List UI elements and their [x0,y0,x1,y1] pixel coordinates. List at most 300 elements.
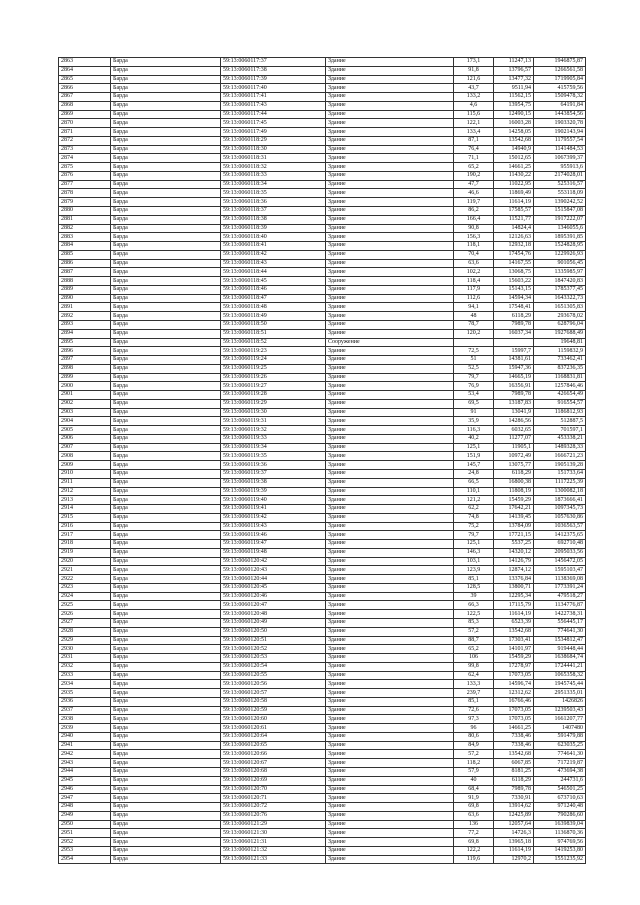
cadastral-cost-value: 1097345,73 [534,505,586,514]
settlement-name: Барда [111,697,221,706]
area-value: 133,4 [454,128,494,137]
row-number: 2954 [59,855,111,864]
table-row [59,671,586,680]
cadastral-cost-value: 692710,48 [534,540,586,549]
unit-rate-value: 13075,77 [494,461,534,470]
cadastral-number: 59:13:0060120:76 [221,811,326,820]
table-row [59,417,586,426]
unit-rate-value: 13914,62 [494,803,534,812]
area-value: 47,7 [454,180,494,189]
cadastral-cost-value: 1134776,87 [534,601,586,610]
cadastral-cost-value: 774641,30 [534,750,586,759]
object-type: Здание [326,794,454,803]
table-row [59,548,586,557]
area-value: 136 [454,820,494,829]
cadastral-number: 59:13:0060119:31 [221,417,326,426]
area-value: 72,5 [454,347,494,356]
area-value: 76,9 [454,382,494,391]
unit-rate-value: 17454,76 [494,250,534,259]
area-value: 69,8 [454,838,494,847]
area-value: 121,2 [454,496,494,505]
object-type: Здание [326,364,454,373]
row-number: 2871 [59,128,111,137]
cadastral-number: 59:13:0060119:30 [221,408,326,417]
object-type: Здание [326,671,454,680]
object-type: Здание [326,294,454,303]
table-row [59,84,586,93]
table-row [59,224,586,233]
cadastral-number: 59:13:0060120:61 [221,724,326,733]
table-row [59,487,586,496]
area-value: 4,6 [454,101,494,110]
table-row [59,154,586,163]
cadastral-cost-value: 1186812,93 [534,408,586,417]
settlement-name: Барда [111,434,221,443]
object-type: Здание [326,408,454,417]
object-type: Здание [326,732,454,741]
cadastral-number: 59:13:0060117:49 [221,128,326,137]
cadastral-cost-value: 1141484,53 [534,145,586,154]
area-value: 122,1 [454,119,494,128]
table-row [59,680,586,689]
area-value: 78,7 [454,320,494,329]
cadastral-number: 59:13:0060119:36 [221,461,326,470]
row-number: 2932 [59,662,111,671]
cadastral-cost-value: 837236,35 [534,364,586,373]
cadastral-number: 59:13:0060120:43 [221,566,326,575]
object-type: Здание [326,829,454,838]
table-row [59,58,586,67]
area-value: 75,2 [454,522,494,531]
cadastral-number: 59:13:0060120:46 [221,592,326,601]
object-type: Здание [326,610,454,619]
object-type: Здание [326,680,454,689]
cadastral-number: 59:13:0060118:37 [221,207,326,216]
row-number: 2917 [59,531,111,540]
table-row [59,145,586,154]
area-value: 57,2 [454,750,494,759]
object-type: Здание [326,312,454,321]
unit-rate-value: 17073,05 [494,671,534,680]
settlement-name: Барда [111,706,221,715]
object-type: Здание [326,171,454,180]
cadastral-number: 59:13:0060119:39 [221,487,326,496]
object-type: Здание [326,242,454,251]
area-value: 66,5 [454,478,494,487]
settlement-name: Барда [111,101,221,110]
cadastral-cost-value: 1773391,24 [534,583,586,592]
area-value: 76,4 [454,145,494,154]
unit-rate-value: 14101,97 [494,645,534,654]
area-value: 62,4 [454,671,494,680]
settlement-name: Барда [111,776,221,785]
table-row [59,320,586,329]
object-type: Здание [326,768,454,777]
unit-rate-value: 15603,22 [494,277,534,286]
row-number: 2931 [59,654,111,663]
area-value: 63,6 [454,259,494,268]
cadastral-number: 59:13:0060119:26 [221,373,326,382]
object-type: Здание [326,119,454,128]
area-value: 24,8 [454,469,494,478]
object-type: Здание [326,487,454,496]
table-row [59,654,586,663]
cadastral-number: 59:13:0060120:45 [221,583,326,592]
object-type: Здание [326,145,454,154]
row-number: 2885 [59,250,111,259]
cadastral-number: 59:13:0060119:28 [221,391,326,400]
row-number: 2897 [59,356,111,365]
settlement-name: Барда [111,426,221,435]
area-value: 40,2 [454,434,494,443]
cadastral-number: 59:13:0060119:33 [221,434,326,443]
settlement-name: Барда [111,505,221,514]
cadastral-number: 59:13:0060119:42 [221,513,326,522]
table-row [59,820,586,829]
table-row [59,242,586,251]
settlement-name: Барда [111,285,221,294]
cadastral-number: 59:13:0060118:38 [221,215,326,224]
cadastral-number: 59:13:0060120:44 [221,575,326,584]
area-value: 91 [454,408,494,417]
cadastral-number: 59:13:0060120:72 [221,803,326,812]
cadastral-cost-value: 2095033,56 [534,548,586,557]
object-type: Здание [326,785,454,794]
row-number: 2911 [59,478,111,487]
row-number: 2945 [59,776,111,785]
settlement-name: Барда [111,724,221,733]
settlement-name: Барда [111,93,221,102]
unit-rate-value: 11808,19 [494,487,534,496]
cadastral-number: 59:13:0060119:23 [221,347,326,356]
table-row [59,303,586,312]
area-value: 190,2 [454,171,494,180]
cadastral-number: 59:13:0060118:36 [221,198,326,207]
settlement-name: Барда [111,408,221,417]
cadastral-cost-value: 623035,25 [534,741,586,750]
row-number: 2896 [59,347,111,356]
object-type: Здание [326,575,454,584]
cadastral-number: 59:13:0060118:48 [221,303,326,312]
cadastral-cost-value: 1390242,52 [534,198,586,207]
settlement-name: Барда [111,803,221,812]
cadastral-cost-value: 1412375,65 [534,531,586,540]
row-number: 2923 [59,583,111,592]
row-number: 2891 [59,303,111,312]
cadastral-cost-value: 1534812,47 [534,636,586,645]
row-number: 2904 [59,417,111,426]
row-number: 2940 [59,732,111,741]
object-type: Здание [326,846,454,855]
row-number: 2933 [59,671,111,680]
area-value: 119,6 [454,855,494,864]
cadastral-number: 59:13:0060119:27 [221,382,326,391]
object-type: Здание [326,180,454,189]
cadastral-cost-value: 1639839,04 [534,820,586,829]
table-row [59,277,586,286]
row-number: 2942 [59,750,111,759]
settlement-name: Барда [111,636,221,645]
row-number: 2949 [59,811,111,820]
object-type: Здание [326,531,454,540]
cadastral-number: 59:13:0060120:50 [221,627,326,636]
cadastral-number: 59:13:0060121:32 [221,846,326,855]
cadastral-number: 59:13:0060119:37 [221,469,326,478]
unit-rate-value: 12490,15 [494,110,534,119]
unit-rate-value: 14824,4 [494,224,534,233]
row-number: 2900 [59,382,111,391]
unit-rate-value: 11905,1 [494,443,534,452]
table-row [59,750,586,759]
cadastral-cost-value: 1065358,32 [534,671,586,680]
unit-rate-value: 17073,05 [494,706,534,715]
row-number: 2895 [59,338,111,347]
unit-rate-value: 15997,7 [494,347,534,356]
row-number: 2912 [59,487,111,496]
settlement-name: Барда [111,487,221,496]
unit-rate-value: 14594,34 [494,294,534,303]
settlement-name: Барда [111,207,221,216]
unit-rate-value: 6523,39 [494,619,534,628]
row-number: 2938 [59,715,111,724]
cadastral-cost-value: 1229926,93 [534,250,586,259]
area-value: 65,2 [454,645,494,654]
settlement-name: Барда [111,768,221,777]
unit-rate-value: 14726,3 [494,829,534,838]
area-value: 62,2 [454,505,494,514]
object-type: Здание [326,513,454,522]
table-row [59,689,586,698]
cadastral-number: 59:13:0060117:44 [221,110,326,119]
object-type: Здание [326,215,454,224]
area-value: 43,7 [454,84,494,93]
area-value: 121,6 [454,75,494,84]
unit-rate-value: 16003,28 [494,119,534,128]
table-row [59,855,586,864]
settlement-name: Барда [111,259,221,268]
table-row [59,215,586,224]
settlement-name: Барда [111,557,221,566]
table-row [59,101,586,110]
cadastral-cost-value: 1651305,83 [534,303,586,312]
row-number: 2952 [59,838,111,847]
row-number: 2879 [59,198,111,207]
cadastral-number: 59:13:0060119:25 [221,364,326,373]
unit-rate-value: 7989,78 [494,391,534,400]
table-row [59,592,586,601]
cadastral-number: 59:13:0060118:41 [221,242,326,251]
object-type: Здание [326,540,454,549]
area-value: 118,2 [454,759,494,768]
cadastral-number: 59:13:0060118:31 [221,154,326,163]
cadastral-cost-value: 790286,60 [534,811,586,820]
area-value: 116,3 [454,426,494,435]
row-number: 2875 [59,163,111,172]
settlement-name: Барда [111,119,221,128]
row-number: 2921 [59,566,111,575]
table-row [59,697,586,706]
cadastral-cost-value: 1422738,31 [534,610,586,619]
settlement-name: Барда [111,154,221,163]
area-value: 86,2 [454,207,494,216]
table-row [59,601,586,610]
settlement-name: Барда [111,469,221,478]
cadastral-cost-value: 733462,41 [534,356,586,365]
cadastral-number: 59:13:0060121:31 [221,838,326,847]
cadastral-number: 59:13:0060118:42 [221,250,326,259]
cadastral-number: 59:13:0060118:35 [221,189,326,198]
area-value: 133,3 [454,680,494,689]
cadastral-cost-value: 1873666,41 [534,496,586,505]
cadastral-number: 59:13:0060120:49 [221,619,326,628]
cadastral-cost-value: 916554,57 [534,399,586,408]
cadastral-cost-value: 1335985,97 [534,268,586,277]
row-number: 2950 [59,820,111,829]
table-row [59,627,586,636]
cadastral-cost-value: 64191,84 [534,101,586,110]
table-row [59,557,586,566]
settlement-name: Барда [111,382,221,391]
table-row [59,505,586,514]
table-row [59,724,586,733]
settlement-name: Барда [111,575,221,584]
object-type: Здание [326,820,454,829]
unit-rate-value: 11869,49 [494,189,534,198]
unit-rate-value: 7338,46 [494,732,534,741]
row-number: 2887 [59,268,111,277]
object-type: Здание [326,566,454,575]
area-value: 145,7 [454,461,494,470]
table-row [59,566,586,575]
table-row [59,575,586,584]
row-number: 2943 [59,759,111,768]
object-type: Здание [326,645,454,654]
unit-rate-value: 14167,55 [494,259,534,268]
row-number: 2898 [59,364,111,373]
unit-rate-value: 13965,18 [494,838,534,847]
table-row [59,776,586,785]
row-number: 2944 [59,768,111,777]
object-type: Здание [326,452,454,461]
area-value: 87,1 [454,136,494,145]
object-type: Здание [326,461,454,470]
cadastral-cost-value: 1917222,07 [534,215,586,224]
cadastral-cost-value: 1419253,80 [534,846,586,855]
settlement-name: Барда [111,645,221,654]
cadastral-cost-value: 151733,64 [534,469,586,478]
cadastral-number: 59:13:0060120:66 [221,750,326,759]
object-type: Здание [326,619,454,628]
cadastral-number: 59:13:0060119:34 [221,443,326,452]
cadastral-number: 59:13:0060120:69 [221,776,326,785]
unit-rate-value: 7989,78 [494,320,534,329]
settlement-name: Барда [111,145,221,154]
row-number: 2892 [59,312,111,321]
settlement-name: Барда [111,198,221,207]
object-type: Здание [326,391,454,400]
cadastral-number: 59:13:0060120:42 [221,557,326,566]
row-number: 2878 [59,189,111,198]
cadastral-cost-value: 591479,88 [534,732,586,741]
unit-rate-value: 12970,2 [494,855,534,864]
object-type: Здание [326,601,454,610]
unit-rate-value: 13800,71 [494,583,534,592]
unit-rate-value: 14286,56 [494,417,534,426]
cadastral-cost-value: 1905139,28 [534,461,586,470]
object-type: Здание [326,724,454,733]
settlement-name: Барда [111,110,221,119]
object-type: Здание [326,329,454,338]
settlement-name: Барда [111,671,221,680]
table-row [59,522,586,531]
cadastral-number: 59:13:0060118:47 [221,294,326,303]
area-value: 97,3 [454,715,494,724]
object-type: Здание [326,855,454,864]
unit-rate-value: 5537,25 [494,540,534,549]
cadastral-number: 59:13:0060118:39 [221,224,326,233]
cadastral-cost-value: 1138369,08 [534,575,586,584]
unit-rate-value: 12932,18 [494,242,534,251]
cadastral-cost-value: 1300082,18 [534,487,586,496]
cadastral-number: 59:13:0060117:41 [221,93,326,102]
object-type: Здание [326,636,454,645]
table-row [59,846,586,855]
object-type: Здание [326,505,454,514]
area-value: 122,5 [454,610,494,619]
cadastral-cost-value: 1489328,33 [534,443,586,452]
table-row [59,338,586,347]
cadastral-number: 59:13:0060119:32 [221,426,326,435]
table-row [59,469,586,478]
cadastral-number: 59:13:0060119:41 [221,505,326,514]
table-row [59,189,586,198]
row-number: 2873 [59,145,111,154]
cadastral-number: 59:13:0060121:30 [221,829,326,838]
cadastral-number: 59:13:0060117:38 [221,66,326,75]
area-value: 151,9 [454,452,494,461]
object-type: Здание [326,654,454,663]
unit-rate-value: 14661,25 [494,163,534,172]
settlement-name: Барда [111,417,221,426]
cadastral-cost-value: 1456472,05 [534,557,586,566]
area-value: 99,8 [454,662,494,671]
object-type: Здание [326,277,454,286]
area-value: 53,4 [454,391,494,400]
row-number: 2935 [59,689,111,698]
cadastral-cost-value: 479518,27 [534,592,586,601]
cadastral-cost-value: 1346055,6 [534,224,586,233]
unit-rate-value: 15947,36 [494,364,534,373]
cadastral-cost-value: 1724441,21 [534,662,586,671]
table-row [59,645,586,654]
area-value: 133,2 [454,93,494,102]
unit-rate-value: 17073,05 [494,715,534,724]
table-row [59,356,586,365]
area-value: 115,6 [454,110,494,119]
settlement-name: Барда [111,277,221,286]
unit-rate-value: 8181,25 [494,768,534,777]
area-value: 118,4 [454,277,494,286]
area-value: 77,2 [454,829,494,838]
settlement-name: Барда [111,233,221,242]
row-number: 2913 [59,496,111,505]
cadastral-number: 59:13:0060120:56 [221,680,326,689]
cadastral-cost-value: 1266561,58 [534,66,586,75]
settlement-name: Барда [111,320,221,329]
settlement-name: Барда [111,662,221,671]
unit-rate-value: 14665,19 [494,373,534,382]
table-row [59,838,586,847]
